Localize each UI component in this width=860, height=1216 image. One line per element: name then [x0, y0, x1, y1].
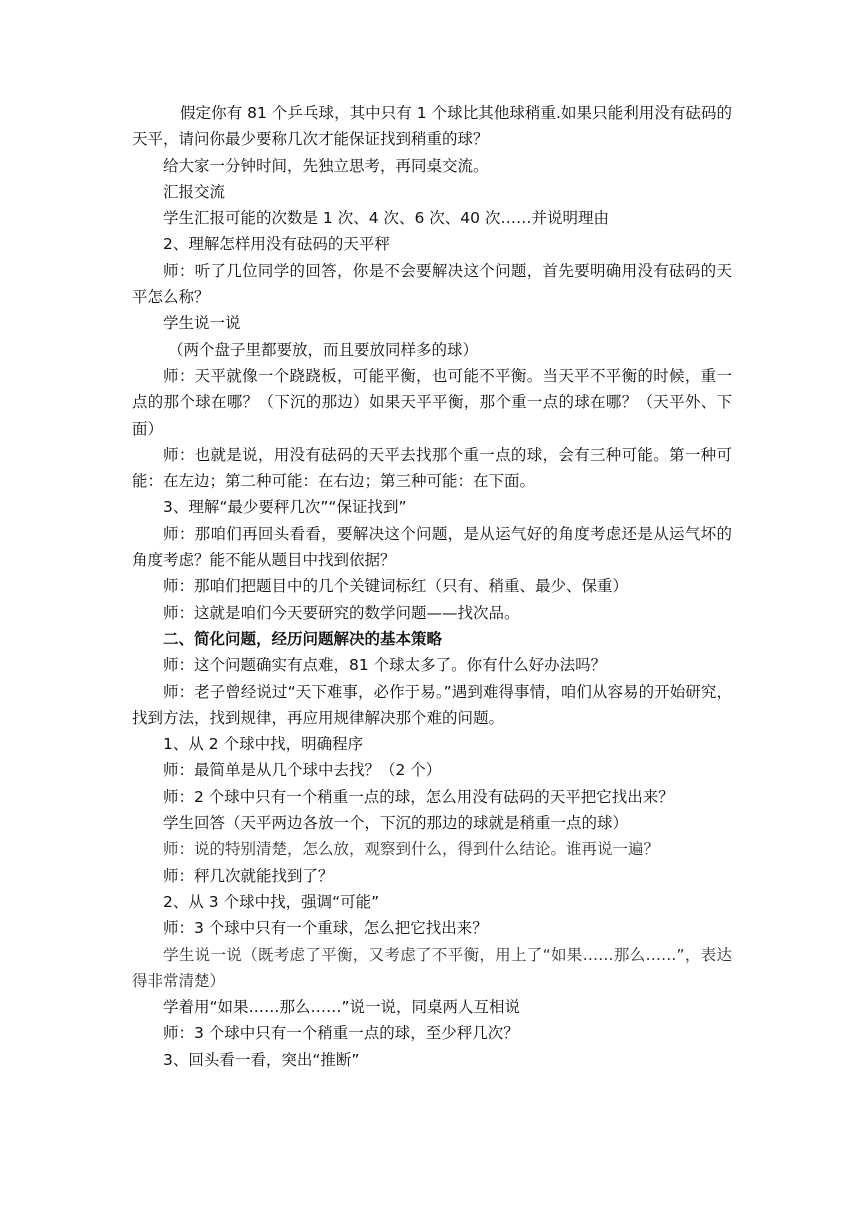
section-step: 3、回头看一看，突出“推断”	[163, 1050, 360, 1069]
document-body	[132, 100, 732, 1073]
section-step: 1、从 2 个球中找，明确程序	[163, 735, 364, 754]
paragraph: 汇报交流	[163, 182, 226, 201]
paragraph: 学生说一说	[163, 314, 241, 333]
paragraph: 学生汇报可能的次数是 1 次、4 次、6 次、40 次……并说明理由	[163, 209, 609, 228]
paragraph: 师：这就是咱们今天要研究的数学问题——找次品。	[163, 603, 520, 622]
section-step: 2、从 3 个球中找，强调“可能”	[163, 892, 380, 911]
paragraph: 师：天平就像一个跷跷板，可能平衡，也可能不平衡。当天平不平衡的时候，重一点的那个球在哪？（下沉的那边）如果天平平衡，那个重一点的球在哪？（天平外、下面）	[132, 366, 732, 438]
paragraph: 师：也就是说，用没有砝码的天平去找那个重一点的球，会有三种可能。第一种可能：在左边；第二种可能：在右边；第三种可能：在下面。	[132, 445, 732, 491]
paragraph: 师：老子曾经说过“天下难事，必作于易。”遇到难得事情，咱们从容易的开始研究，找到方法，找到规律，再应用规律解决那个难的问题。	[132, 682, 732, 727]
paragraph: 师：听了几位同学的回答，你是不会要解决这个问题，首先要明确用没有砝码的天平怎么称？	[132, 261, 732, 307]
paragraph: 师：2 个球中只有一个稍重一点的球，怎么用没有砝码的天平把它找出来？	[163, 787, 674, 806]
paragraph: 师：那咱们再回头看看，要解决这个问题，是从运气好的角度考虑还是从运气坏的角度考虑？能不能从题目中找到依据？	[132, 524, 732, 570]
paragraph: 学生说一说（既考虑了平衡，又考虑了不平衡，用上了“如果……那么……”，表达得非常清楚）	[132, 945, 732, 990]
paragraph: 师：秤几次就能找到了？	[163, 866, 334, 885]
paragraph: 师：3 个球中只有一个重球，怎么把它找出来？	[163, 919, 488, 938]
section-heading: 二、简化问题，经历问题解决的基本策略	[163, 629, 443, 648]
paragraph: 给大家一分钟时间，先独立思考，再同桌交流。	[163, 156, 489, 175]
paragraph: 师：3 个球中只有一个稍重一点的球，至少秤几次？	[163, 1024, 519, 1043]
paragraph: 师：说的特别清楚，怎么放，观察到什么，得到什么结论。谁再说一遍？	[163, 840, 660, 859]
section-step: 2、理解怎样用没有砝码的天平秤	[163, 235, 390, 254]
paragraph: 师：那咱们把题目中的几个关键词标红（只有、稍重、最少、保重）	[163, 577, 629, 596]
paragraph: （两个盘子里都要放，而且要放同样多的球）	[168, 340, 479, 359]
paragraph: 师：最简单是从几个球中去找？（2 个）	[163, 761, 442, 780]
paragraph: 学着用“如果……那么……”说一说，同桌两人互相说	[163, 998, 521, 1017]
section-step: 3、理解“最少要秤几次”“保证找到”	[163, 498, 407, 517]
paragraph: 师：这个问题确实有点难，81 个球太多了。你有什么好办法吗？	[163, 656, 607, 675]
paragraph: 学生回答（天平两边各放一个，下沉的那边的球就是稍重一点的球）	[163, 814, 629, 833]
problem-statement: 假定你有 81 个乒乓球，其中只有 1 个球比其他球稍重.如果只能利用没有砝码的天平，请问你最少要称几次才能保证找到稍重的球？	[132, 104, 732, 149]
